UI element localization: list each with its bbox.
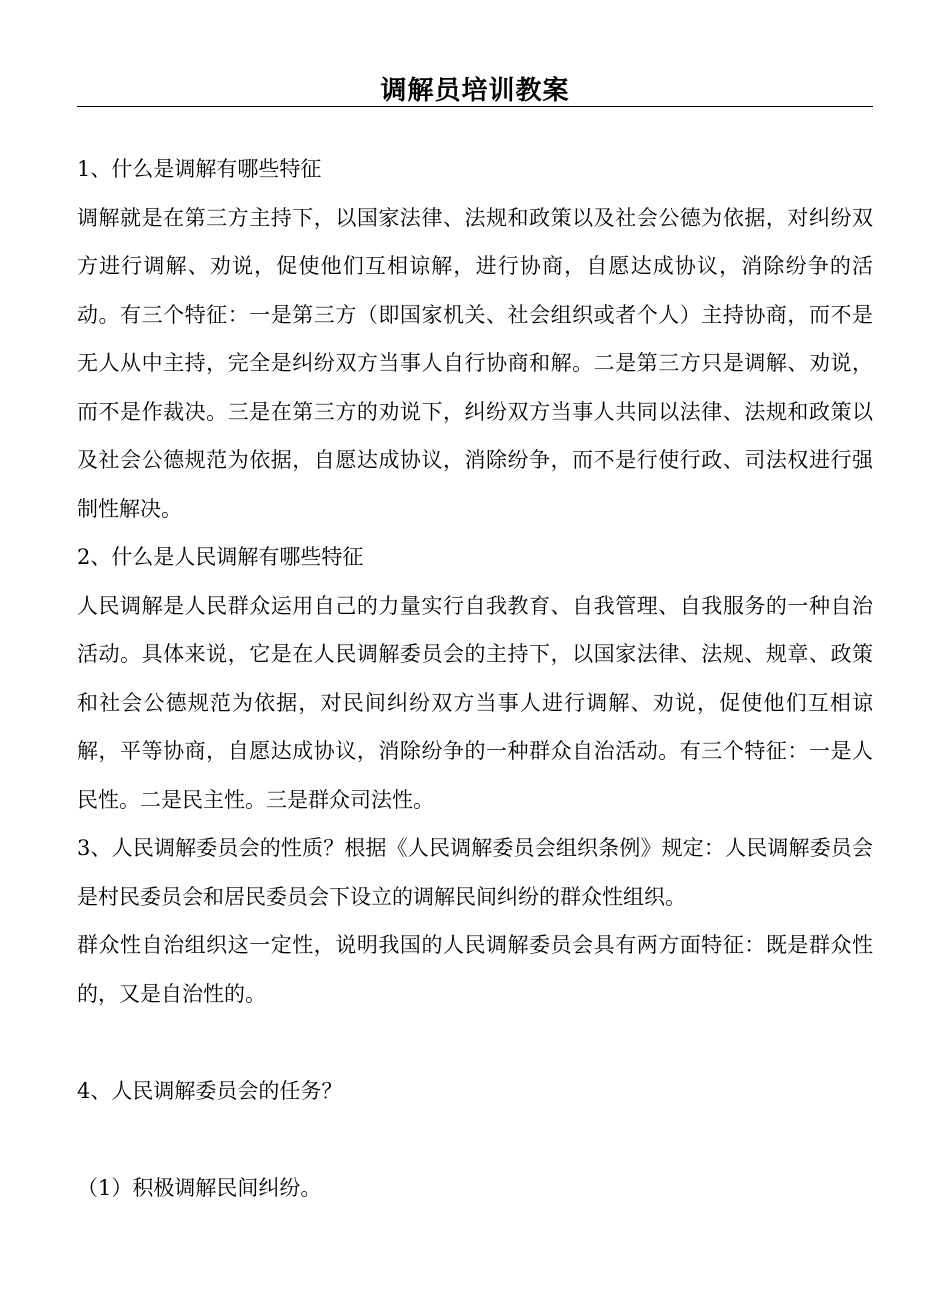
heading-2: 2、什么是人民调解有哪些特征 — [77, 545, 364, 569]
paragraph-1: 调解就是在第三方主持下，以国家法律、法规和政策以及社会公德为依据，对纠纷双方进行调解、劝说，促使他们互相谅解，进行协商，自愿达成协议，消除纷争的活动。有三个特征：一是第三方（即国家机关、社会组织或者个人）主持协商，而不是无人从中主持，完全是纠纷双方当事人自行协商和解。二是第三方只是调解、劝说，而不是作裁决。三是在第三方的劝说下，纠纷双方当事人共同以法律、法规和政策以及社会公德规范为依据，自愿达成协议，消除纷争，而不是行使行政、司法权进行强制性解决。 — [77, 205, 873, 521]
document-body — [77, 145, 873, 1212]
blank-line — [77, 1018, 873, 1067]
title-underline — [77, 106, 873, 107]
document-title: 调解员培训教案 — [380, 76, 570, 106]
heading-3: 3、人民调解委员会的性质？根据《人民调解委员会组织条例》规定：人民调解委员会是村民委员会和居民委员会下设立的调解民间纠纷的群众性组织。 — [77, 836, 873, 909]
paragraph-2: 人民调解是人民群众运用自己的力量实行自我教育、自我管理、自我服务的一种自治活动。具体来说，它是在人民调解委员会的主持下，以国家法律、法规、规章、政策和社会公德规范为依据，对民间纠纷双方当事人进行调解、劝说，促使他们互相谅解，平等协商，自愿达成协议，消除纷争的一种群众自治活动。有三个特征：一是人民性。二是民主性。三是群众司法性。 — [77, 593, 873, 812]
paragraph-3: 群众性自治组织这一定性，说明我国的人民调解委员会具有两方面特征：既是群众性的，又是自治性的。 — [77, 933, 873, 1006]
blank-line — [77, 1115, 873, 1164]
heading-1: 1、什么是调解有哪些特征 — [77, 157, 322, 181]
heading-4: 4、人民调解委员会的任务？ — [77, 1078, 343, 1103]
list-item-1: （1）积极调解民间纠纷。 — [77, 1175, 322, 1200]
